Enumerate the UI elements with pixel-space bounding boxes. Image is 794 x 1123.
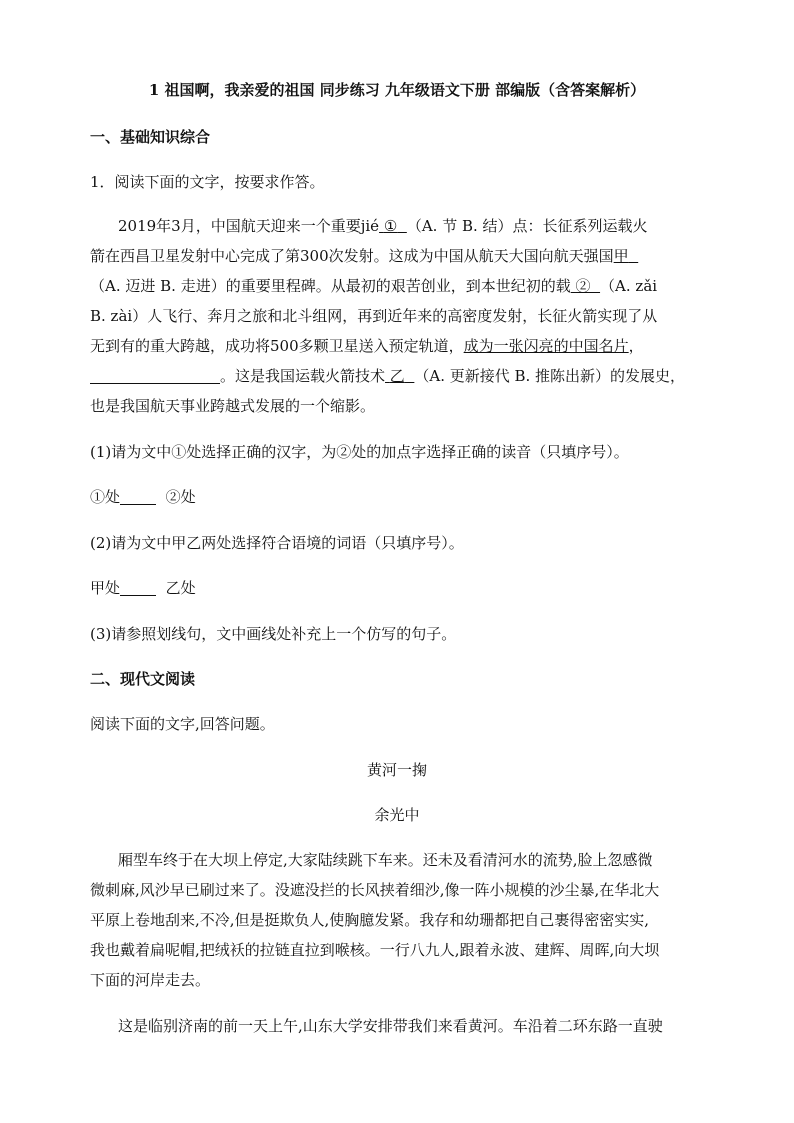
article-line: 这是临别济南的前一天上午,山东大学安排带我们来看黄河。车沿着二环东路一直驶 (118, 1017, 663, 1035)
article-author: 余光中 (374, 806, 420, 824)
passage-line: 无到有的重大跨越，成功将500多颗卫星送入预定轨道，成为一张闪亮的中国名片， (90, 337, 644, 355)
passage-line: B. zài）人飞行、奔月之旅和北斗组网，再到近年来的高密度发射，长征火箭实现了从 (90, 307, 658, 325)
sub-question-1: (1)请为文中①处选择正确的汉字，为②处的加点字选择正确的读音（只填序号）。 (90, 443, 629, 461)
passage-line: 也是我国航天事业跨越式发展的一个缩影。 (90, 397, 376, 415)
blank-mark-2: ② (575, 277, 591, 295)
imitation-answer-blank[interactable] (90, 367, 220, 384)
passage-line: 箭在西昌卫星发射中心完成了第300次发射。这成为中国从航天大国向航天强国甲 (90, 246, 704, 266)
sub-question-3: (3)请参照划线句，文中画线处补充上一个仿写的句子。 (90, 625, 457, 643)
section-heading-reading: 二、现代文阅读 (90, 670, 196, 688)
question-1-stem: 1．阅读下面的文字，按要求作答。 (90, 173, 325, 191)
sub-question-2: (2)请为文中甲乙两处选择符合语境的词语（只填序号）。 (90, 534, 464, 552)
answer-line-1: ①处 ②处 (90, 488, 196, 506)
article-line: 下面的河岸走去。 (90, 971, 211, 989)
underlined-sentence: 成为一张闪亮的中国名片 (463, 337, 629, 355)
answer-blank-1[interactable] (120, 488, 156, 505)
page-title: 1 祖国啊，我亲爱的祖国 同步练习 九年级语文下册 部编版（含答案解析） (148, 81, 646, 99)
article-line: 平原上卷地刮来,不冷,但是挺欺负人,使胸臆发紧。我存和幼珊都把自己裹得密密实实, (90, 911, 650, 929)
blank-mark-jia: 甲 (613, 247, 629, 265)
passage-line: （A. 迈进 B. 走进）的重要里程碑。从最初的艰苦创业，到本世纪初的载 ② （A. zǎi (90, 277, 658, 295)
article-title: 黄河一掬 (366, 761, 427, 779)
section-heading-basics: 一、基础知识综合 (90, 128, 211, 146)
blank-mark-yi: 乙 (389, 367, 405, 385)
blank-mark-1: ① (383, 217, 398, 235)
answer-blank-jia[interactable] (120, 579, 156, 596)
passage-line: 。这是我国运载火箭技术 乙 （A. 更新接代 B. 推陈出新）的发展史， (90, 366, 704, 386)
article-line: 微刺麻,风沙早已刷过来了。没遮没拦的长风挟着细沙,像一阵小规模的沙尘暴,在华北大 (90, 881, 660, 899)
article-line: 厢型车终于在大坝上停定,大家陆续跳下车来。还未及看清河水的流势,脸上忽感微 (118, 851, 653, 869)
answer-line-2: 甲处 乙处 (90, 579, 196, 597)
article-line: 我也戴着扁呢帽,把绒袄的拉链直拉到喉核。一行八九人,跟着永波、建辉、周晖,向大坝 (90, 941, 660, 959)
passage-line: 2019年3月，中国航天迎来一个重要jié ① （A. 节 B. 结）点：长征系列运载火 (118, 217, 648, 235)
reading-intro: 阅读下面的文字,回答问题。 (90, 715, 275, 733)
